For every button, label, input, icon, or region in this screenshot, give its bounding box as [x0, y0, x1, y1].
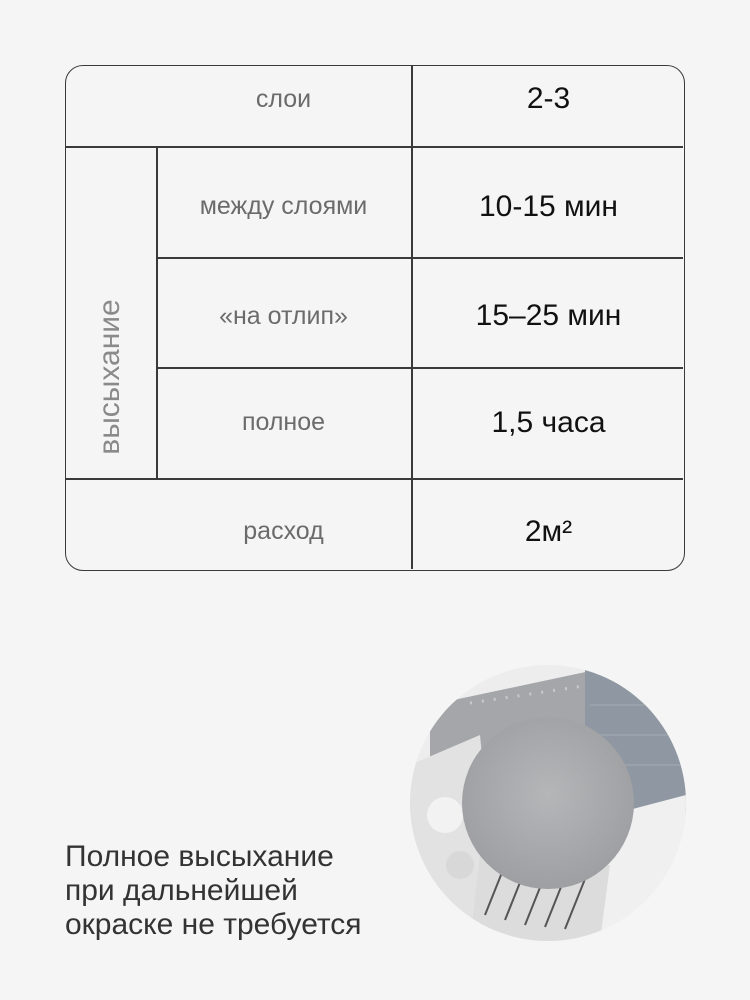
between-layers-value: 10-15 мин [478, 190, 618, 223]
note-line: Полное высыхание [65, 840, 334, 873]
tack-free-value: 15–25 мин [475, 299, 622, 332]
layers-label: слои [255, 85, 312, 113]
consumption-label: расход [243, 517, 324, 545]
spec-table [65, 65, 685, 571]
full-drying-value: 1,5 часа [491, 406, 606, 439]
consumption-value: 2м² [524, 515, 573, 548]
surface-textures-image [410, 665, 686, 941]
divider [156, 367, 683, 369]
between-layers-label: между слоями [199, 192, 368, 220]
divider [66, 478, 683, 480]
drying-group-label: высыхание [93, 299, 126, 455]
note-line: окраске не требуется [65, 908, 362, 941]
tack-free-label: «на отлип» [219, 302, 348, 330]
drying-note [65, 840, 362, 942]
full-drying-label: полное [241, 408, 326, 436]
divider [66, 146, 683, 148]
note-line: при дальнейшей [65, 874, 298, 907]
divider [156, 257, 683, 259]
layers-value: 2-3 [526, 82, 571, 115]
